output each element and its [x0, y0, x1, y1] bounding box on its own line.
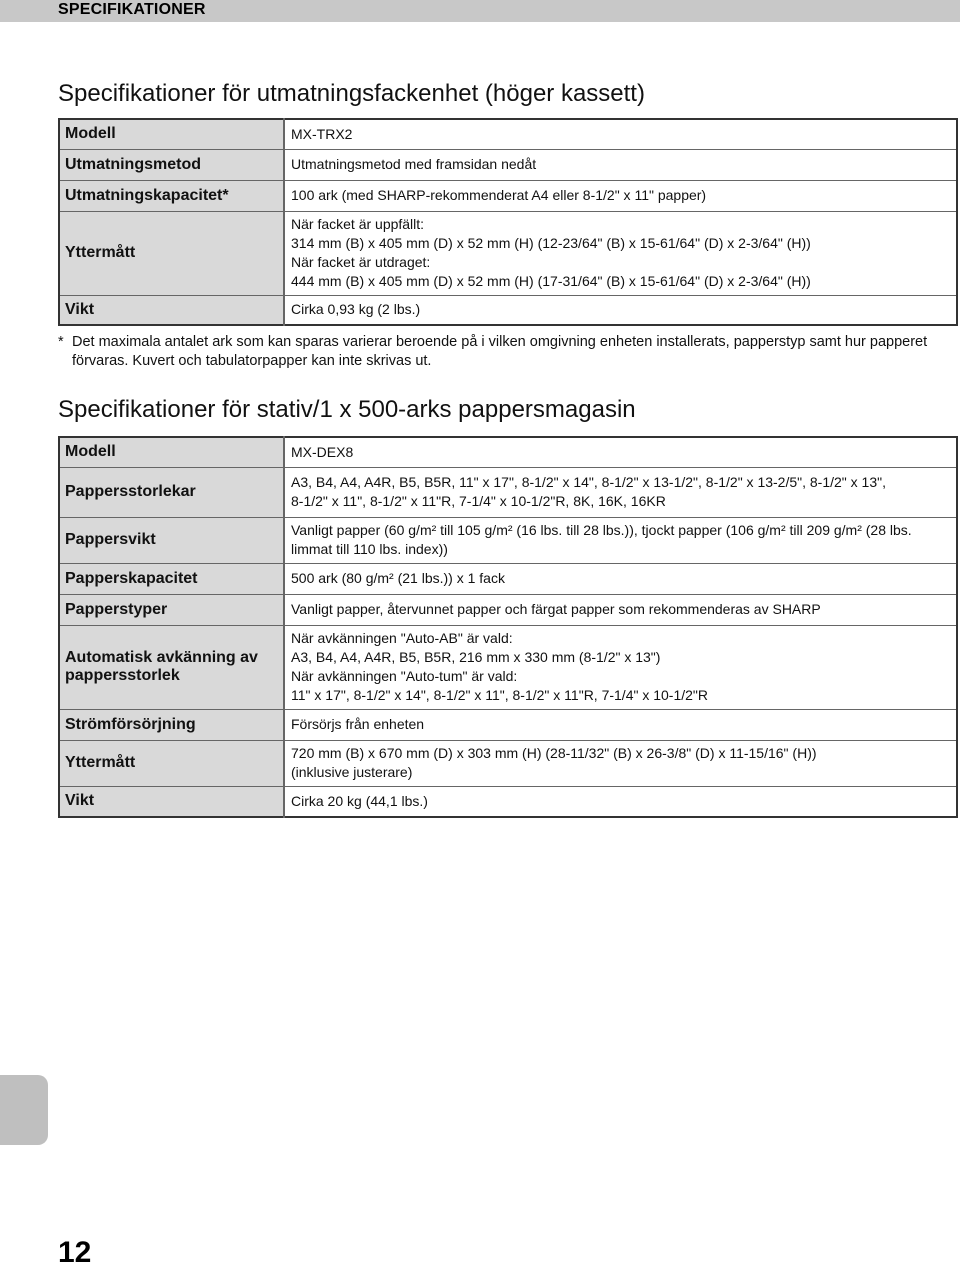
value-line: 720 mm (B) x 670 mm (D) x 303 mm (H) (28-11/32" (B) x 26-3/8" (D) x 11-15/16" (H)): [291, 745, 817, 761]
row-label: Papperstyper: [59, 594, 284, 625]
row-value: [284, 180, 957, 211]
value-line: När facket är utdraget:: [291, 254, 431, 270]
value-line: 500 ark (80 g/m² (21 lbs.)) x 1 fack: [291, 570, 505, 586]
row-value: [284, 437, 957, 467]
value-line: När avkänningen "Auto-tum" är vald:: [291, 668, 518, 684]
row-value: [284, 295, 957, 325]
row-label: Pappersvikt: [59, 517, 284, 563]
row-value: [284, 149, 957, 180]
footnote-marker: *: [58, 334, 64, 350]
table-row: [59, 437, 957, 467]
row-label: Modell: [59, 437, 284, 467]
spec-table-stand-paper-drawer: [58, 436, 958, 818]
table-row: [59, 149, 957, 180]
value-line: MX-DEX8: [291, 443, 354, 460]
row-value: [284, 563, 957, 594]
row-value: [284, 709, 957, 740]
table-row: [59, 180, 957, 211]
value-line: Vanligt papper (60 g/m² till 105 g/m² (16 lbs. till 28 lbs.)), tjockt papper (106 g/m² till 209 g/m² (28 lbs.: [291, 522, 912, 538]
row-value: [284, 740, 957, 786]
table-row: [59, 467, 957, 517]
value-line: Utmatningsmetod med framsidan nedåt: [291, 156, 537, 172]
table-row: [59, 563, 957, 594]
row-label: Modell: [59, 119, 284, 149]
row-label: Vikt: [59, 295, 284, 325]
section-title-stand-paper-drawer: Specifikationer för stativ/1 x 500-arks pappersmagasin: [58, 396, 636, 423]
header-bar: [0, 0, 960, 22]
table-row: [59, 211, 957, 295]
row-label: Automatisk avkänning av pappersstorlek: [59, 625, 284, 709]
section-title-output-tray: Specifikationer för utmatningsfackenhet (höger kassett): [58, 80, 645, 107]
table-row: [59, 517, 957, 563]
value-line: När avkänningen "Auto-AB" är vald:: [291, 630, 513, 646]
row-label: Yttermått: [59, 740, 284, 786]
row-label: Papperskapacitet: [59, 563, 284, 594]
row-label: Yttermått: [59, 211, 284, 295]
value-line: MX-TRX2: [291, 125, 353, 142]
value-line: Cirka 0,93 kg (2 lbs.): [291, 301, 421, 318]
table-row: [59, 709, 957, 740]
row-value: [284, 119, 957, 149]
value-line: (inklusive justerare): [291, 764, 413, 780]
chapter-tab: [0, 1075, 48, 1145]
row-label: Utmatningskapacitet*: [59, 180, 284, 211]
row-value: [284, 594, 957, 625]
value-line: När facket är uppfällt:: [291, 216, 425, 232]
value-line: A3, B4, A4, A4R, B5, B5R, 11" x 17", 8-1/2" x 14", 8-1/2" x 13-1/2", 8-1/2" x 13-2/5", 8-1/2" x 13",: [291, 474, 886, 490]
value-line: 444 mm (B) x 405 mm (D) x 52 mm (H) (17-31/64" (B) x 15-61/64" (D) x 2-3/64" (H)): [291, 273, 811, 289]
row-value: [284, 625, 957, 709]
value-line: limmat till 110 lbs. index)): [291, 541, 448, 557]
row-label: Utmatningsmetod: [59, 149, 284, 180]
row-value: [284, 211, 957, 295]
row-value: [284, 786, 957, 817]
value-line: Cirka 20 kg (44,1 lbs.): [291, 792, 428, 809]
value-line: 100 ark (med SHARP-rekommenderat A4 eller 8-1/2" x 11" papper): [291, 187, 707, 203]
value-line: A3, B4, A4, A4R, B5, B5R, 216 mm x 330 mm (8-1/2" x 13"): [291, 649, 661, 665]
table-row: [59, 119, 957, 149]
spec-table-output-tray: [58, 118, 958, 326]
table-row: [59, 594, 957, 625]
footnote: [58, 333, 948, 371]
table-row: [59, 295, 957, 325]
row-value: [284, 467, 957, 517]
footnote-text: Det maximala antalet ark som kan sparas varierar beroende på i vilken omgivning enheten installerats, papperstyp samt hur papperet förvaras. Kuvert och tabulatorpapper kan inte skrivas ut.: [72, 334, 928, 369]
row-label: Pappersstorlekar: [59, 467, 284, 517]
table-row: [59, 740, 957, 786]
row-label: Vikt: [59, 786, 284, 817]
table-row: [59, 625, 957, 709]
value-line: 314 mm (B) x 405 mm (D) x 52 mm (H) (12-23/64" (B) x 15-61/64" (D) x 2-3/64" (H)): [291, 235, 811, 251]
value-line: 8-1/2" x 11", 8-1/2" x 11"R, 7-1/4" x 10-1/2"R, 8K, 16K, 16KR: [291, 493, 666, 509]
header-title: SPECIFIKATIONER: [58, 1, 206, 18]
page-number: 12: [58, 1236, 92, 1269]
table-row: [59, 786, 957, 817]
value-line: 11" x 17", 8-1/2" x 14", 8-1/2" x 11", 8-1/2" x 11"R, 7-1/4" x 10-1/2"R: [291, 687, 709, 703]
value-line: Försörjs från enheten: [291, 716, 425, 732]
value-line: Vanligt papper, återvunnet papper och färgat papper som rekommenderas av SHARP: [291, 601, 821, 617]
row-value: [284, 517, 957, 563]
row-label: Strömförsörjning: [59, 709, 284, 740]
